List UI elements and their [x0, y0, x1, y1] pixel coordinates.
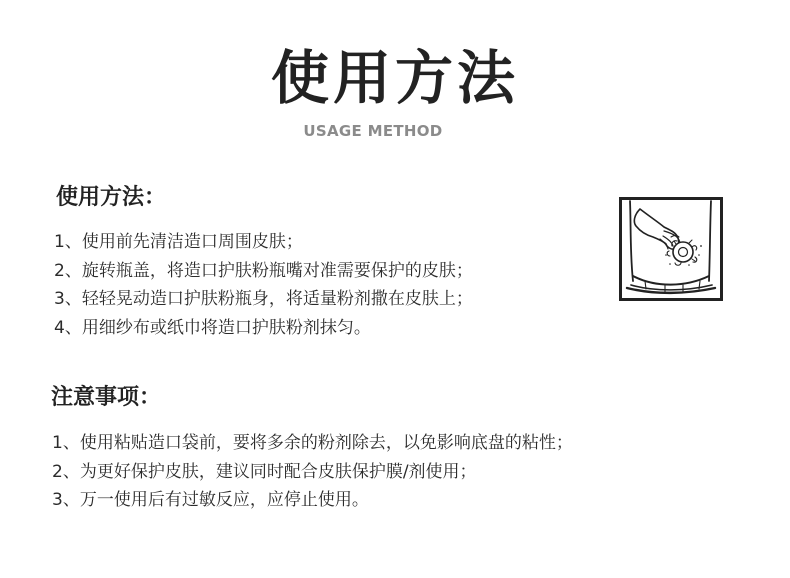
usage-method-heading: 使用方法：	[56, 185, 167, 210]
usage-step: 1、使用前先清洁造口周围皮肤；	[54, 232, 303, 252]
usage-step: 4、用细纱布或纸巾将造口护肤粉剂抹匀。	[54, 317, 371, 338]
usage-step: 2、旋转瓶盖，将造口护肤粉瓶嘴对准需要保护的皮肤；	[54, 260, 473, 281]
precautions-heading: 注意事项：	[51, 385, 162, 410]
usage-illustration	[619, 197, 723, 301]
page-title: 使用方法	[270, 44, 519, 112]
precaution-item: 2、为更好保护皮肤，建议同时配合皮肤保护膜/剂使用；	[52, 461, 477, 482]
precaution-item: 3、万一使用后有过敏反应，应停止使用。	[52, 490, 369, 510]
usage-steps-list	[54, 228, 473, 342]
precautions-list	[52, 429, 573, 515]
page-subtitle: USAGE METHOD	[303, 122, 443, 140]
hand-applying-powder-to-abdomen-icon	[619, 197, 723, 301]
precaution-item: 1、使用粘贴造口袋前，要将多余的粉剂除去，以免影响底盘的粘性；	[52, 433, 573, 453]
usage-step: 3、轻轻晃动造口护肤粉瓶身，将适量粉剂撒在皮肤上；	[54, 289, 473, 309]
